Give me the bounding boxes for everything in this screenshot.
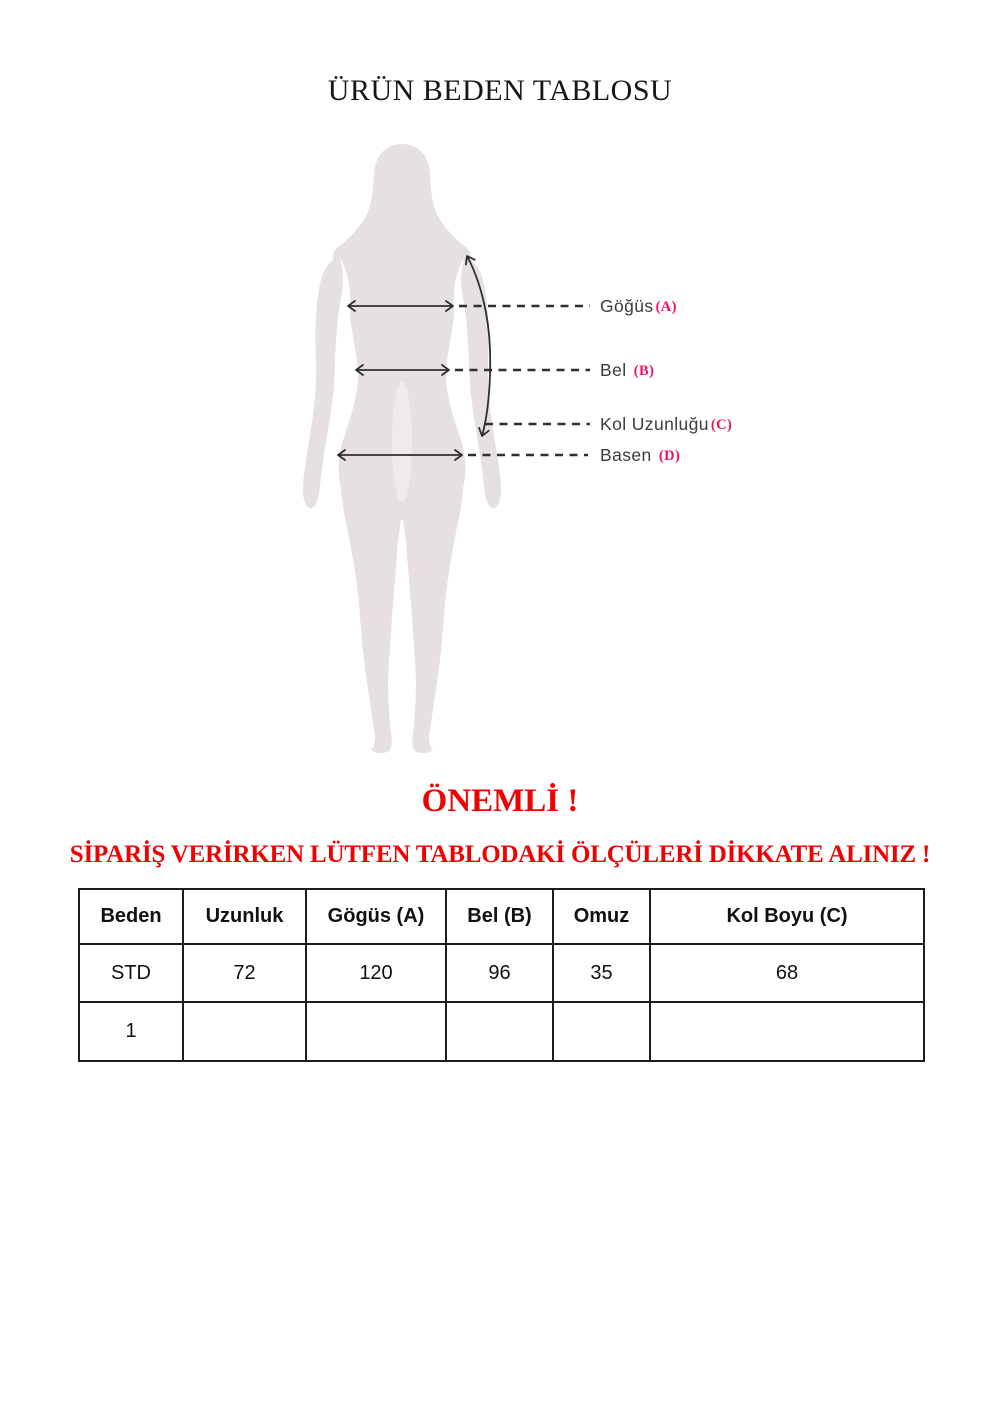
header-beden: Beden [79,889,183,944]
cell-empty [183,1002,306,1061]
header-bel: Bel (B) [446,889,553,944]
label-waist [600,359,654,381]
cell-empty [650,1002,924,1061]
label-hip-letter: (D) [658,448,681,464]
label-hip [600,444,680,466]
cell-bel: 96 [446,944,553,1002]
header-omuz: Omuz [553,889,650,944]
label-chest-text: Göğüs [600,296,654,316]
page-title: ÜRÜN BEDEN TABLOSU [327,74,673,107]
hair-head-shape [333,144,471,260]
header-kol-boyu: Kol Boyu (C) [650,889,924,944]
cell-beden-std: STD [79,944,183,1002]
size-table [78,888,925,1062]
label-hip-text: Basen [600,445,657,465]
cell-empty [306,1002,446,1061]
header-uzunluk: Uzunluk [183,889,306,944]
left-leg-shape [340,452,402,753]
table-row [79,944,924,1002]
cell-empty [553,1002,650,1061]
important-heading: ÖNEMLİ ! [421,783,579,819]
label-arm-length [600,413,732,435]
silhouette-group [303,144,501,753]
cell-omuz: 35 [553,944,650,1002]
label-waist-text: Bel [600,360,632,380]
label-arm-length-letter: (C) [710,417,733,433]
cell-empty [446,1002,553,1061]
cell-kol-boyu: 68 [650,944,924,1002]
header-gogus: Gögüs (A) [306,889,446,944]
cell-qty: 1 [79,1002,183,1061]
cell-uzunluk: 72 [183,944,306,1002]
label-chest [600,295,677,317]
warning-message: SİPARİŞ VERİRKEN LÜTFEN TABLODAKİ ÖLÇÜLERİ DİKKATE ALINIZ ! [69,841,931,868]
label-chest-letter: (A) [655,299,677,315]
size-table-header-row [79,889,924,944]
left-arm-shape [303,256,343,508]
right-leg-shape [402,452,464,753]
cell-gogus: 120 [306,944,446,1002]
table-row [79,1002,924,1061]
label-waist-letter: (B) [633,363,655,379]
highlight [392,382,412,502]
label-arm-length-text: Kol Uzunluğu [600,414,709,434]
body-measurement-diagram [0,130,1000,775]
